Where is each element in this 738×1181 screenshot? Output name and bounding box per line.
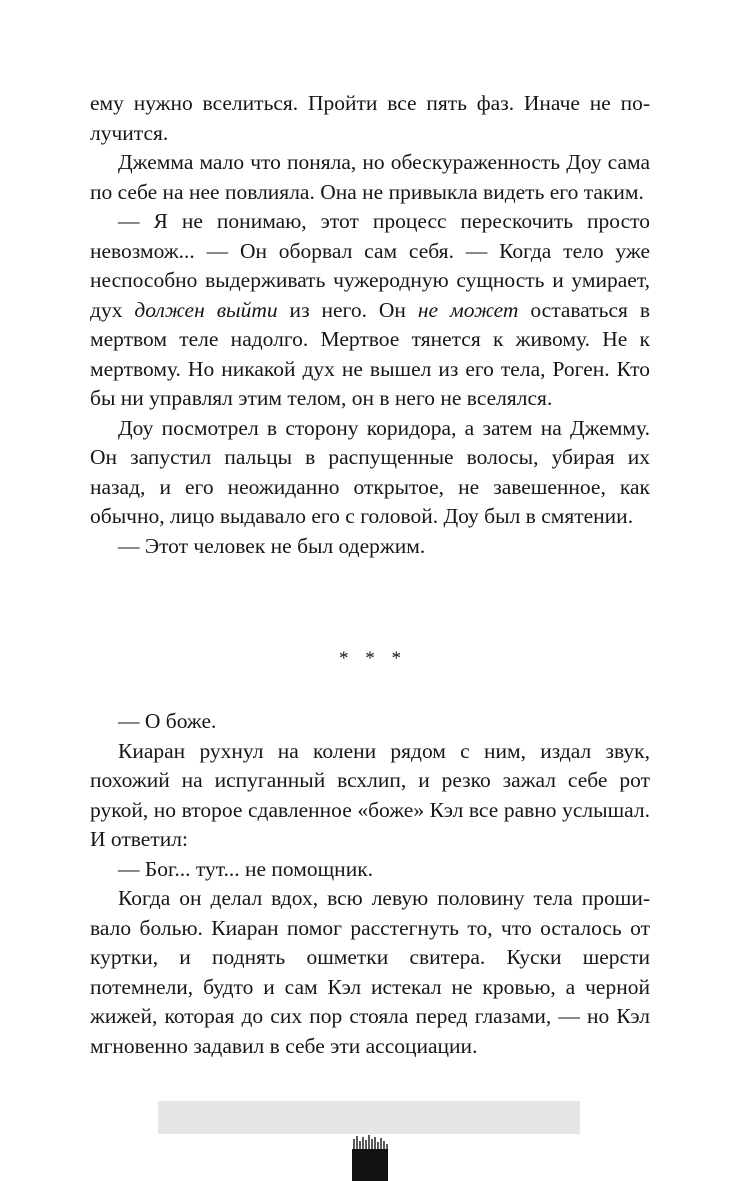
text-section-one (90, 89, 650, 561)
paragraph-dow-looks: Доу посмотрел в сторону коридора, а затем на Джемму. Он запустил пальцы в распущенные волосы, убирая их назад, и его неожиданно открытое, не завешенное, как обычно, лицо выдавало его с головой. Доу был в смятении. (90, 415, 650, 528)
speech-part-1: — Я не понимаю, этот процесс перескочить просто невозмож... — Он оборвал сам себя. — Когда тело уже неспособно выдерживать чужеродную сущность и умирает, дух (90, 209, 650, 322)
speech-part-3: оставаться в мертвом теле надолго. Мертвое тянется к живому. Не к мертвому. Но никакой дух не вышел из его тела, Роген. Кто бы ни управлял этим телом, он в него не вселялся. (90, 297, 650, 410)
speech-part-2: из него. Он (277, 297, 418, 322)
paragraph-god-no-helper: — Бог... тут... не помощник. (118, 856, 374, 881)
paragraph-gemma: Джемма мало что поняла, но обескураженность Доу сама по себе на нее повлияла. Она не привыкла видеть его таким. (90, 150, 650, 204)
paragraph-breath: Когда он делал вдох, всю левую половину тела прошивало болью. Киаран помог расстегнуть то, что осталось от куртки, и поднять ошметки свитера. Куски шерсти потемнели, будто и сам Кэл истекал не кровью, а черной жижей, которая до сих пор стояла перед глазами, — но Кэл мгновенно задавил в себе эти ассоциации. (90, 886, 650, 1058)
paragraph-kiaran: Киаран рухнул на колени рядом с ним, издал звук, похожий на испуганный всхлип, и резко зажал себе рот рукой, но второе сдавленное «боже» Кэл все равно услышал. И ответил: (90, 738, 650, 851)
speech-italic-2: не может (417, 297, 519, 322)
paragraph-not-possessed: — Этот человек не был одержим. (118, 533, 426, 558)
paragraph-dow-speech (90, 207, 650, 414)
text-section-two (90, 707, 650, 1061)
speech-italic-1: должен выйти (134, 297, 278, 322)
footer-band (158, 1101, 580, 1134)
paragraph-continuation: ему нужно вселиться. Пройти все пять фаз. Иначе не получится. (90, 91, 650, 145)
footer-mark-icon (352, 1135, 388, 1181)
section-break-asterisks: * * * (339, 648, 407, 669)
paragraph-oh-god: — О боже. (118, 709, 217, 733)
